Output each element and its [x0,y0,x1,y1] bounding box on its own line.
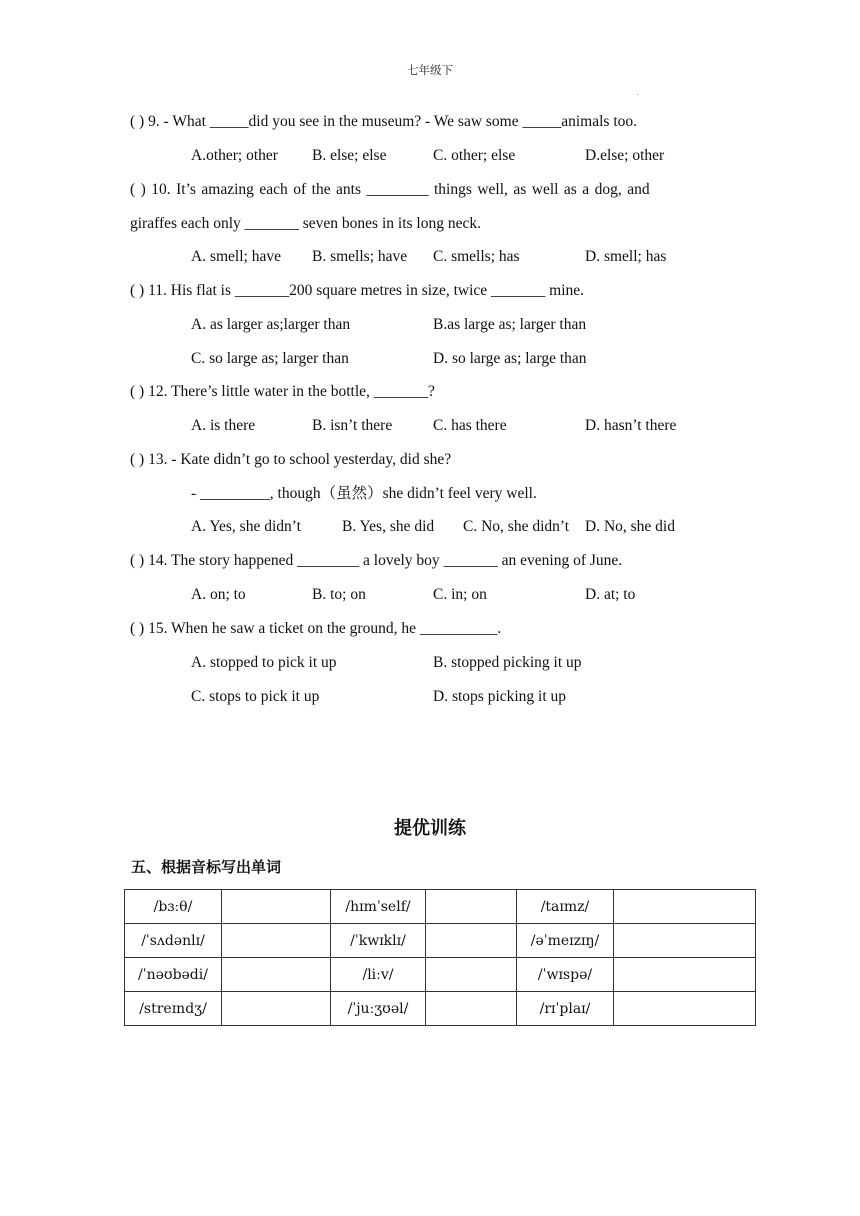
phonetic-cell: /taɪmz/ [517,890,614,924]
q9-option-a: A.other; other [191,147,278,164]
question-13-stem-cont: - _________, though（虽然）she didn’t feel very well. [191,485,537,502]
q10-option-a: A. smell; have [191,248,281,265]
question-9-stem: ( ) 9. - What _____did you see in the museum? - We saw some _____animals too. [130,113,638,130]
phonetics-table [124,889,756,1026]
phonetic-cell: /ˈnəʊbədi/ [125,958,222,992]
answer-cell[interactable] [222,992,331,1026]
phonetic-cell: /streɪndʒ/ [125,992,222,1026]
q11-option-d: D. so large as; large than [433,350,587,367]
answer-cell[interactable] [426,890,517,924]
q10-option-d: D. smell; has [585,248,667,265]
phonetic-cell: /liːv/ [331,958,426,992]
q13-option-a: A. Yes, she didn’t [191,518,301,535]
page-header: 七年级下 [407,63,453,77]
q10-option-b: B. smells; have [312,248,408,265]
answer-cell[interactable] [614,924,756,958]
q13-option-b: B. Yes, she did [342,518,435,535]
phonetic-cell: /bɜːθ/ [125,890,222,924]
answer-cell[interactable] [426,924,517,958]
q11-option-a: A. as larger as;larger than [191,316,351,333]
q12-option-d: D. hasn’t there [585,417,677,434]
phonetic-cell: /ˈjuːʒʊəl/ [331,992,426,1026]
phonetic-cell: /ˈwɪspə/ [517,958,614,992]
q9-option-c: C. other; else [433,147,516,164]
answer-cell[interactable] [614,890,756,924]
question-10-stem: ( ) 10. It’s amazing each of the ants ________ things well, as well as a dog, and [130,181,650,198]
section-5-title: 五、根据音标写出单词 [131,858,282,876]
answer-cell[interactable] [426,992,517,1026]
answer-cell[interactable] [222,924,331,958]
section-heading: 提优训练 [394,818,466,839]
q15-option-d: D. stops picking it up [433,688,567,705]
phonetic-cell: /hɪmˈself/ [331,890,426,924]
question-15-stem: ( ) 15. When he saw a ticket on the ground, he __________. [130,620,502,637]
q14-option-d: D. at; to [585,586,636,603]
table-row [125,992,756,1026]
answer-cell[interactable] [222,890,331,924]
q14-option-c: C. in; on [433,586,487,603]
q11-option-c: C. so large as; larger than [191,350,349,367]
table-row [125,890,756,924]
q9-option-b: B. else; else [312,147,387,164]
table-row [125,924,756,958]
q15-option-a: A. stopped to pick it up [191,654,337,671]
answer-cell[interactable] [614,958,756,992]
q11-option-b: B.as large as; larger than [433,316,587,333]
question-14-stem: ( ) 14. The story happened ________ a lovely boy _______ an evening of June. [130,552,623,569]
q9-option-d: D.else; other [585,147,665,164]
phonetic-cell: /əˈmeɪzɪŋ/ [517,924,614,958]
q14-option-a: A. on; to [191,586,246,603]
question-11-stem: ( ) 11. His flat is _______200 square metres in size, twice _______ mine. [130,282,585,299]
phonetic-cell: /rɪˈplaɪ/ [517,992,614,1026]
phonetic-cell: /ˈkwɪklɪ/ [331,924,426,958]
table-row [125,958,756,992]
q15-option-b: B. stopped picking it up [433,654,582,671]
answer-cell[interactable] [614,992,756,1026]
q10-option-c: C. smells; has [433,248,520,265]
phonetic-cell: /ˈsʌdənlɪ/ [125,924,222,958]
q13-option-c: C. No, she didn’t [463,518,570,535]
answer-cell[interactable] [222,958,331,992]
q12-option-c: C. has there [433,417,507,434]
question-13-stem: ( ) 13. - Kate didn’t go to school yesterday, did she? [130,451,452,468]
question-10-stem-cont: giraffes each only _______ seven bones in its long neck. [130,215,481,232]
q14-option-b: B. to; on [312,586,366,603]
question-12-stem: ( ) 12. There’s little water in the bottle, _______? [130,383,435,400]
q15-option-c: C. stops to pick it up [191,688,320,705]
answer-cell[interactable] [426,958,517,992]
q12-option-b: B. isn’t there [312,417,393,434]
q12-option-a: A. is there [191,417,256,434]
header-dot: . [637,88,639,97]
q13-option-d: D. No, she did [585,518,675,535]
